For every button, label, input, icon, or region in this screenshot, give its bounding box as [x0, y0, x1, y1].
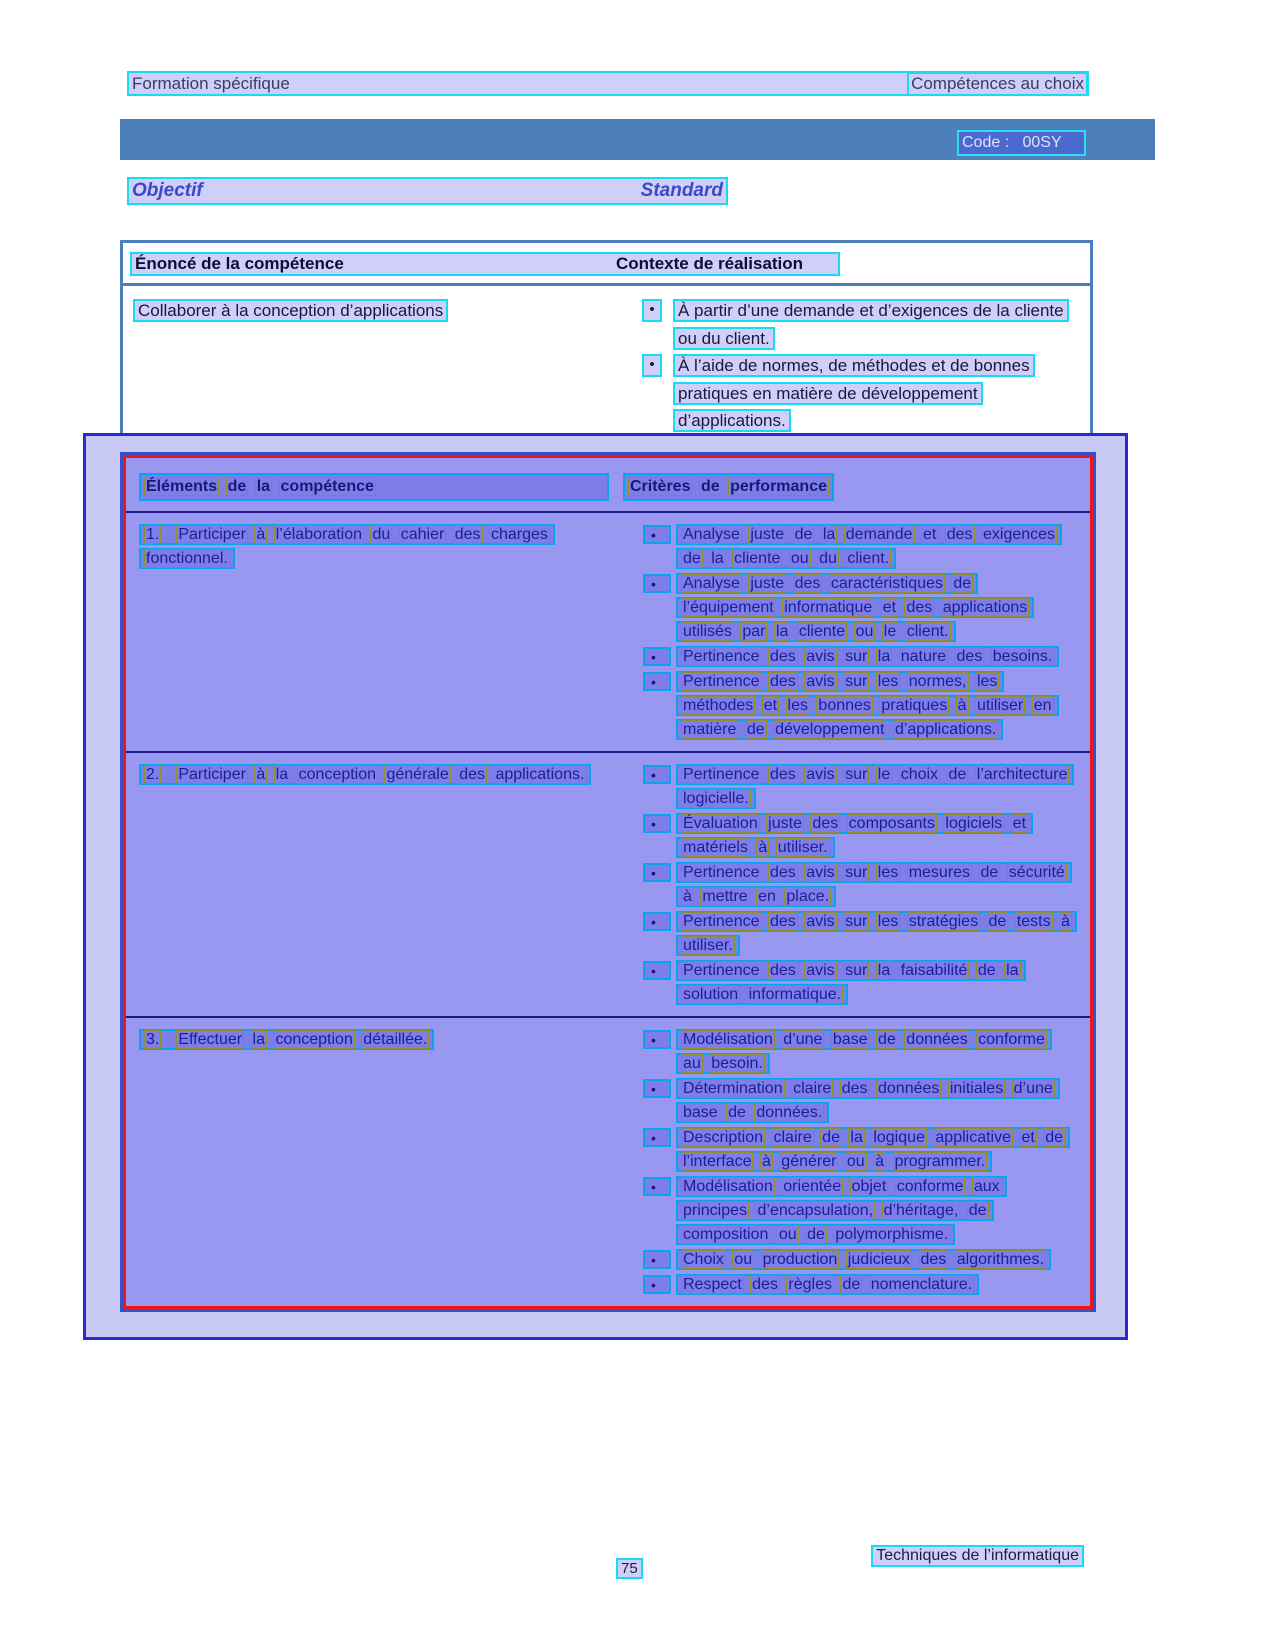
criterion-item [623, 1273, 1074, 1297]
element-text: Effectuer la conception détaillée. [178, 1031, 428, 1048]
objectif-standard-band [127, 177, 728, 205]
page-header [127, 71, 1089, 96]
elements-table [123, 455, 1093, 1309]
element-text: Participer à la conception générale des applications. [178, 766, 585, 783]
code-badge: Code : 00SY [957, 130, 1086, 156]
element-cell [126, 523, 623, 743]
contexte-cell [620, 286, 1090, 433]
bullet-icon: • [643, 863, 671, 882]
criterion-text: Pertinence des avis sur le choix de l’architecture logicielle. [676, 764, 1074, 809]
col-enonce-header: Énoncé de la compétence [135, 254, 344, 273]
criterion-item [623, 523, 1074, 571]
header-right-label: Compétences au choix [907, 72, 1088, 96]
criterion-item [623, 959, 1074, 1007]
page-number: 75 [616, 1558, 643, 1579]
bullet-icon: • [643, 1275, 671, 1294]
element-text: Participer à l’élaboration du cahier des charges fonctionnel. [146, 526, 548, 567]
competence-table [120, 240, 1093, 433]
criterion-item [623, 572, 1074, 644]
header-left-label: Formation spécifique [132, 73, 290, 93]
criterion-text: Pertinence des avis sur les stratégies de tests à utiliser. [676, 911, 1077, 956]
col-contexte-header: Contexte de réalisation [616, 254, 804, 273]
criterion-text: Respect des règles de nomenclature. [676, 1274, 979, 1295]
competence-table-body [123, 286, 1090, 433]
criterion-item [623, 1028, 1074, 1076]
enonce-cell [123, 286, 620, 433]
table-row [126, 513, 1090, 751]
bullet-icon: • [643, 765, 671, 784]
row-number: 2. [146, 766, 160, 783]
contexte-item [620, 352, 1076, 433]
elements-table-outline [120, 452, 1096, 1312]
bullet-icon: • [643, 1079, 671, 1098]
col-elements-header: Éléments de la compétence [139, 473, 609, 501]
elements-table-header [126, 458, 1090, 513]
contexte-text: À partir d’une demande et d’exigences de la cliente ou du client. [673, 299, 1069, 350]
criterion-item [623, 670, 1074, 742]
criterion-item [623, 812, 1074, 860]
criterion-text: Analyse juste de la demande et des exigences de la cliente ou du client. [676, 524, 1062, 569]
criteres-cell [623, 523, 1090, 743]
footer-program-label: Techniques de l’informatique [871, 1545, 1084, 1567]
bullet-icon: • [642, 299, 662, 322]
criterion-text: Description claire de la logique applicative et de l’interface à générer ou à programmer. [676, 1127, 1070, 1172]
contexte-item [620, 297, 1076, 352]
criterion-item [623, 1126, 1074, 1174]
objectif-label: Objectif [132, 180, 203, 201]
criterion-item [623, 1077, 1074, 1125]
criterion-item [623, 645, 1074, 669]
criterion-text: Évaluation juste des composants logiciels et matériels à utiliser. [676, 813, 1033, 858]
standard-label: Standard [640, 180, 723, 201]
bullet-icon: • [643, 1177, 671, 1196]
row-number: 1. [146, 526, 160, 543]
criteres-cell [623, 1028, 1090, 1298]
criteres-cell [623, 763, 1090, 1008]
criterion-text: Modélisation d’une base de données conforme au besoin. [676, 1029, 1052, 1074]
criterion-item [623, 763, 1074, 811]
criterion-text: Pertinence des avis sur la faisabilité de la solution informatique. [676, 960, 1026, 1005]
bullet-icon: • [642, 354, 662, 377]
bullet-icon: • [643, 1128, 671, 1147]
competence-table-header [123, 243, 1090, 286]
criterion-text: Détermination claire des données initiales d’une base de données. [676, 1078, 1060, 1123]
table-row [126, 751, 1090, 1016]
criterion-text: Analyse juste des caractéristiques de l’équipement informatique et des applications utilisés par la cliente ou le client. [676, 573, 1034, 642]
bullet-icon: • [643, 1030, 671, 1049]
criterion-item [623, 1248, 1074, 1272]
element-cell [126, 763, 623, 1008]
criterion-text: Pertinence des avis sur les normes, les méthodes et les bonnes pratiques à utiliser en matière de développement d’applications. [676, 671, 1059, 740]
table-row [126, 1016, 1090, 1306]
col-criteres-header: Critères de performance [623, 473, 834, 501]
bullet-icon: • [643, 912, 671, 931]
element-cell [126, 1028, 623, 1298]
annotation-container [83, 433, 1128, 1340]
criterion-item [623, 910, 1074, 958]
criterion-text: Choix ou production judicieux des algorithmes. [676, 1249, 1051, 1270]
criterion-text: Pertinence des avis sur la nature des besoins. [676, 646, 1059, 667]
bullet-icon: • [643, 672, 671, 691]
bullet-icon: • [643, 961, 671, 980]
competence-text: Collaborer à la conception d’applications [133, 299, 448, 322]
bullet-icon: • [643, 647, 671, 666]
criterion-text: Modélisation orientée objet conforme aux principes d’encapsulation, d’héritage, de composition ou de polymorphisme. [676, 1176, 1007, 1245]
bullet-icon: • [643, 525, 671, 544]
criterion-item [623, 861, 1074, 909]
row-number: 3. [146, 1031, 160, 1048]
competence-table-header-band [130, 252, 840, 276]
bullet-icon: • [643, 814, 671, 833]
bullet-icon: • [643, 574, 671, 593]
criterion-text: Pertinence des avis sur les mesures de sécurité à mettre en place. [676, 862, 1072, 907]
criterion-item [623, 1175, 1074, 1247]
contexte-text: À l’aide de normes, de méthodes et de bonnes pratiques en matière de développement d’applications. [673, 354, 1035, 432]
bullet-icon: • [643, 1250, 671, 1269]
